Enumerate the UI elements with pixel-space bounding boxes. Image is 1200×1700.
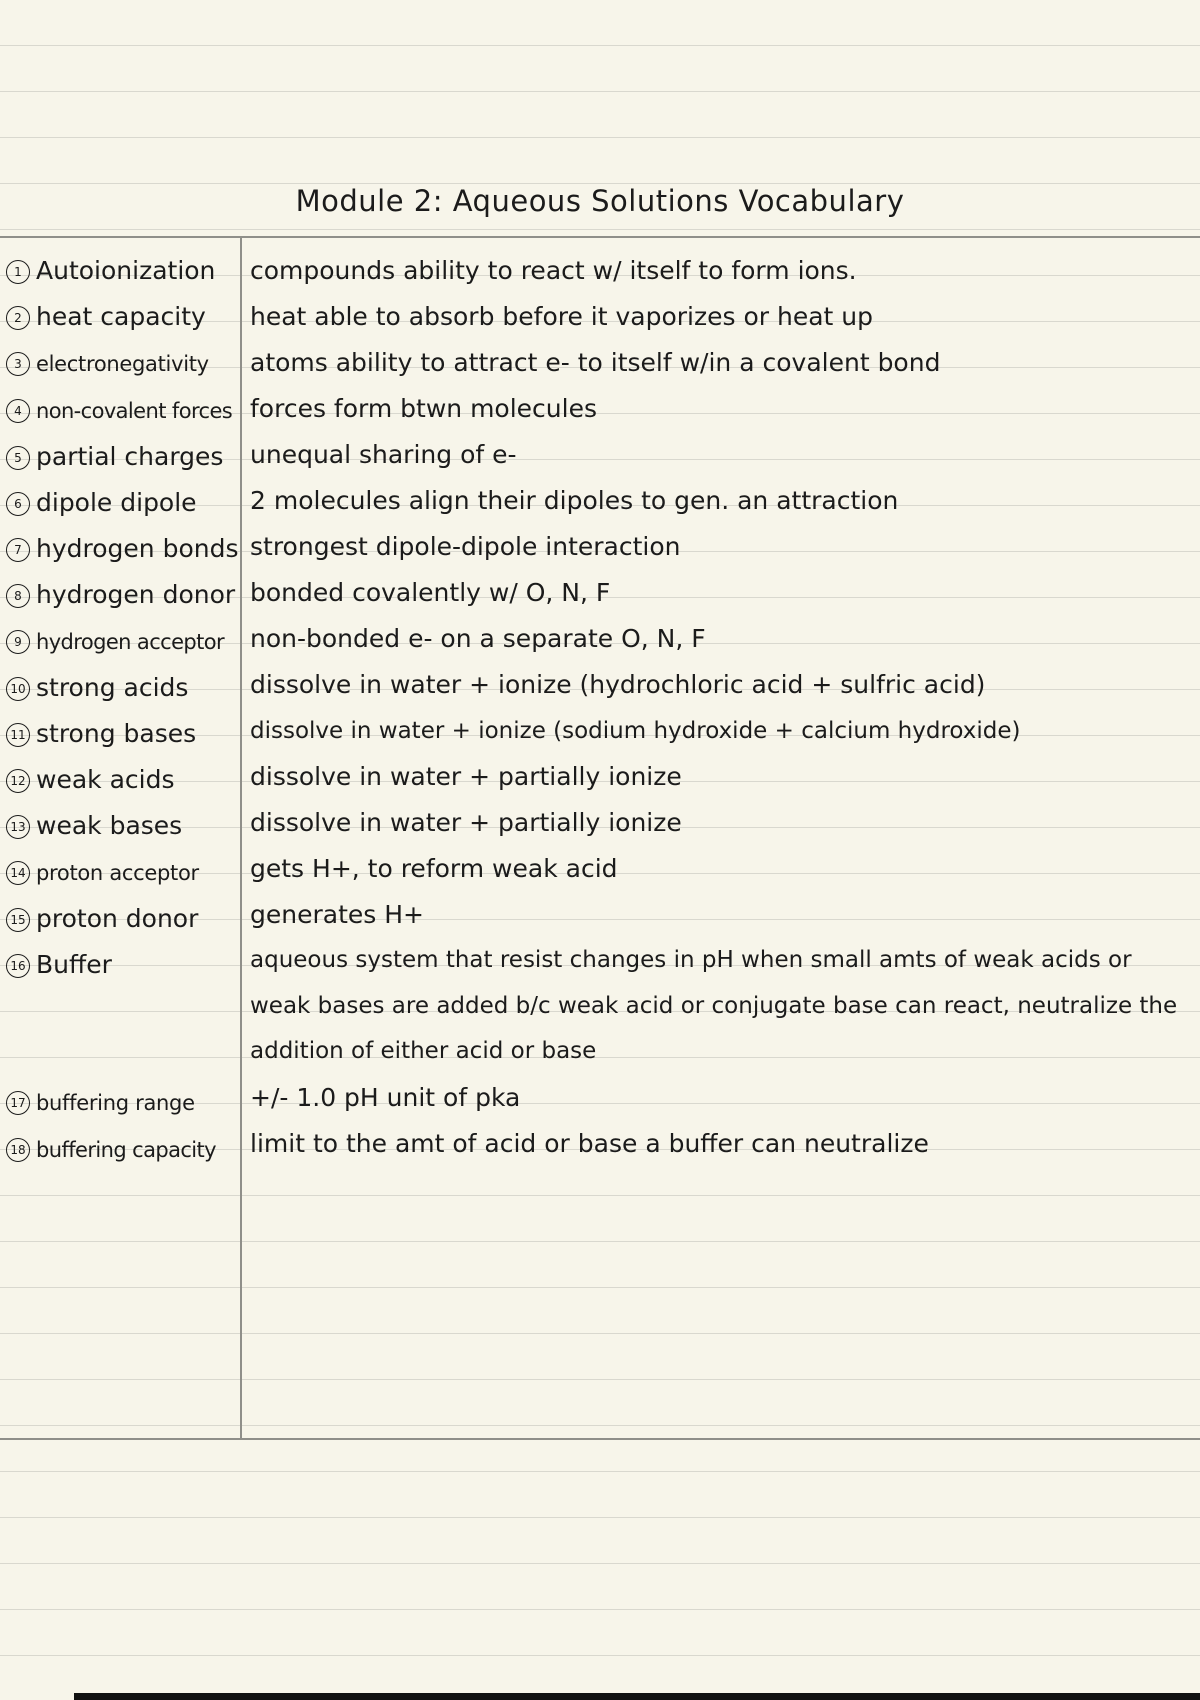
term-label: Autoionization: [36, 256, 216, 285]
term-label: hydrogen acceptor: [36, 630, 225, 654]
term-number: 2: [6, 306, 30, 330]
term-item: [6, 434, 240, 480]
term-label: buffering capacity: [36, 1138, 216, 1162]
term-number: 9: [6, 630, 30, 654]
term-column: [6, 248, 240, 1173]
definition-text: +/- 1.0 pH unit of pka: [250, 1082, 521, 1112]
term-label: weak bases: [36, 811, 183, 840]
definition-text: limit to the amt of acid or base a buffer can neutralize: [250, 1128, 929, 1158]
definition-text: dissolve in water + partially ionize: [250, 762, 682, 791]
definition-text: bonded covalently w/ O, N, F: [250, 578, 611, 607]
term-number: 10: [6, 677, 30, 701]
definition-text: unequal sharing of e-: [250, 440, 517, 469]
definition-text: non-bonded e- on a separate O, N, F: [250, 624, 706, 653]
term-item: [6, 849, 240, 896]
term-label: weak acids: [36, 765, 175, 794]
term-number: 3: [6, 352, 30, 376]
term-number: 16: [6, 954, 30, 978]
term-number: 4: [6, 399, 30, 423]
term-item: [6, 248, 240, 294]
definition-text: gets H+, to reform weak acid: [250, 854, 618, 883]
term-item: [6, 294, 240, 340]
term-number: 1: [6, 260, 30, 284]
term-item: [6, 480, 240, 526]
term-item: [6, 896, 240, 942]
term-number: 8: [6, 584, 30, 608]
definition-text: compounds ability to react w/ itself to form ions.: [250, 256, 857, 285]
definition-text: atoms ability to attract e- to itself w/in a covalent bond: [250, 348, 941, 377]
term-number: 6: [6, 492, 30, 516]
definition-column: [250, 248, 1195, 1167]
definition-text: 2 molecules align their dipoles to gen. an attraction: [250, 486, 899, 515]
term-label: dipole dipole: [36, 488, 197, 517]
term-label: proton acceptor: [36, 861, 199, 885]
definition-text: strongest dipole-dipole interaction: [250, 532, 681, 561]
term-label: non-covalent forces: [36, 399, 233, 423]
term-item: [6, 618, 240, 665]
term-item: [6, 1126, 240, 1173]
term-item: [6, 526, 240, 572]
term-number: 13: [6, 815, 30, 839]
term-item: [6, 803, 240, 849]
term-number: 12: [6, 769, 30, 793]
term-item: [6, 572, 240, 618]
term-label: strong acids: [36, 673, 189, 702]
definition-text: generates H+: [250, 900, 424, 929]
term-item: [6, 942, 240, 1079]
term-item: [6, 665, 240, 711]
bottom-edge-bar: [74, 1693, 1200, 1700]
term-label: electronegativity: [36, 352, 209, 376]
definition-text: dissolve in water + ionize (hydrochloric acid + sulfric acid): [250, 670, 986, 699]
term-number: 17: [6, 1091, 30, 1115]
term-item: [6, 1079, 240, 1126]
term-number: 18: [6, 1138, 30, 1162]
term-number: 7: [6, 538, 30, 562]
definition-text: forces form btwn molecules: [250, 394, 597, 423]
page-title: Module 2: Aqueous Solutions Vocabulary: [295, 184, 905, 218]
term-label: buffering range: [36, 1091, 195, 1115]
term-label: Buffer: [36, 950, 112, 979]
term-number: 5: [6, 446, 30, 470]
term-item: [6, 757, 240, 803]
term-item: [6, 387, 240, 434]
term-item: [6, 711, 240, 757]
term-number: 15: [6, 908, 30, 932]
term-item: [6, 340, 240, 387]
header-rule: [0, 236, 1200, 238]
column-divider: [240, 236, 242, 1440]
term-label: proton donor: [36, 904, 199, 933]
term-label: hydrogen donor: [36, 580, 236, 609]
term-label: strong bases: [36, 719, 197, 748]
definition-text: aqueous system that resist changes in pH when small amts of weak acids or weak bases are added b/c weak acid or conjugate base can react, neutralize the addition of either acid or base: [250, 947, 1178, 1064]
definition-text: heat able to absorb before it vaporizes or heat up: [250, 302, 874, 331]
definition-text: dissolve in water + ionize (sodium hydroxide + calcium hydroxide): [250, 718, 1021, 744]
term-label: partial charges: [36, 442, 224, 471]
footer-rule: [0, 1438, 1200, 1440]
definition-text: dissolve in water + partially ionize: [250, 808, 682, 837]
term-label: hydrogen bonds: [36, 534, 239, 563]
term-label: heat capacity: [36, 302, 206, 331]
term-number: 11: [6, 723, 30, 747]
term-number: 14: [6, 861, 30, 885]
